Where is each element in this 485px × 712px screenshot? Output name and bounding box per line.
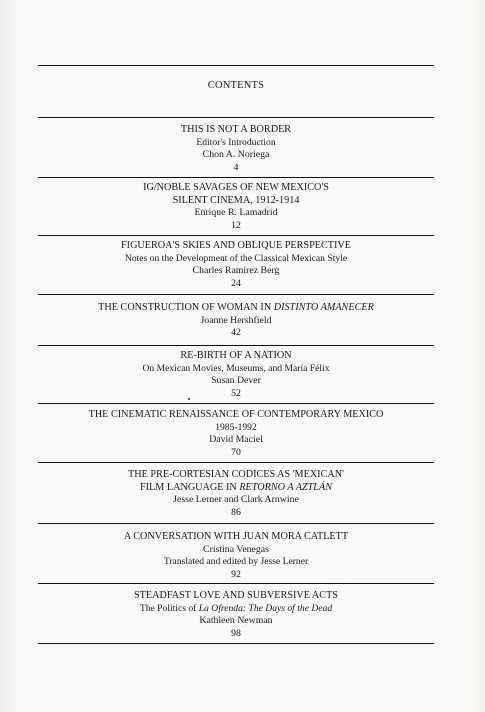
toc-entry: [38, 469, 434, 519]
entry-author: Enrique R. Lamadrid: [194, 207, 278, 219]
bottom-rule: [38, 643, 434, 644]
entry-author: Joanne Hershfield: [200, 314, 272, 326]
divider: [38, 235, 434, 236]
entry-title: STEADFAST LOVE AND SUBVERSIVE ACTS: [134, 590, 338, 601]
entry-title-film: DISTINTO AMANECER: [273, 302, 374, 313]
entry-subtitle: On Mexican Movies, Museums, and María Félix: [142, 362, 330, 374]
divider: [38, 462, 434, 463]
entry-author: David Maciel: [209, 434, 263, 446]
entry-author: Jesse Lerner and Clark Arnwine: [173, 494, 299, 506]
entry-title: RE-BIRTH OF A NATION: [180, 350, 292, 361]
divider: [38, 403, 434, 404]
divider: [38, 117, 434, 118]
print-speck: [188, 398, 190, 400]
contents-heading: CONTENTS: [207, 80, 265, 91]
entry-title-film: RETORNO A AZTLÁN: [239, 481, 332, 493]
entry-author: Cristina Venegas: [203, 543, 269, 555]
entry-title: [38, 482, 434, 495]
entry-title: [38, 302, 434, 315]
entry-author: Susan Dever: [211, 375, 261, 387]
entry-credit: Translated and edited by Jesse Lerner: [163, 556, 309, 568]
toc-entry: [38, 409, 434, 459]
entry-title-text: THE CONSTRUCTION OF WOMAN IN: [98, 302, 274, 313]
entry-page-number: 92: [231, 568, 241, 580]
entry-title: FIGUEROA'S SKIES AND OBLIQUE PERSPECTIVE: [121, 240, 351, 251]
toc-entry: [38, 590, 434, 640]
entry-subtitle-text: The Politics of: [139, 602, 199, 614]
toc-entry: [38, 240, 434, 290]
divider: [38, 177, 434, 178]
entry-subtitle: [38, 603, 434, 616]
entry-page-number: 42: [231, 327, 241, 339]
entry-author: Kathleen Newman: [199, 615, 273, 627]
entry-title: THIS IS NOT A BORDER: [180, 124, 292, 135]
entry-subtitle-film: La Ofrenda: The Days of the Dead: [198, 602, 333, 614]
top-rule: [38, 65, 434, 66]
entry-title: SILENT CINEMA, 1912-1914: [172, 194, 300, 206]
entry-title-text: FILM LANGUAGE IN: [140, 481, 240, 493]
entry-page-number: 70: [231, 446, 241, 458]
entry-author: Chon A. Noriega: [202, 149, 270, 161]
entry-author: Charles Ramírez Berg: [192, 265, 280, 277]
entry-subtitle: Notes on the Development of the Classical Mexican Style: [124, 252, 348, 264]
entry-title: A CONVERSATION WITH JUAN MORA CATLETT: [123, 531, 349, 542]
toc-entry: [38, 350, 434, 400]
divider: [38, 345, 434, 346]
entry-title: THE PRE-CORTESIAN CODICES AS 'MEXICAN': [128, 469, 344, 480]
entry-title: THE CINEMATIC RENAISSANCE OF CONTEMPORARY MEXICO: [88, 409, 384, 420]
entry-page-number: 4: [233, 161, 239, 173]
entry-subtitle: 1985-1992: [215, 421, 257, 433]
toc-entry: [38, 531, 434, 581]
entry-page-number: 24: [231, 277, 241, 289]
entry-title: IG/NOBLE SAVAGES OF NEW MEXICO'S: [143, 182, 329, 193]
entry-subtitle: Editor's Introduction: [196, 136, 276, 148]
divider: [38, 523, 434, 524]
toc-entry: [38, 302, 434, 340]
divider: [38, 294, 434, 295]
entry-page-number: 12: [231, 219, 241, 231]
entry-page-number: 86: [231, 506, 241, 518]
toc-entry: [38, 124, 434, 174]
toc-entry: [38, 182, 434, 232]
entry-page-number: 98: [231, 627, 241, 639]
entry-page-number: 52: [231, 387, 241, 399]
divider: [38, 583, 434, 584]
